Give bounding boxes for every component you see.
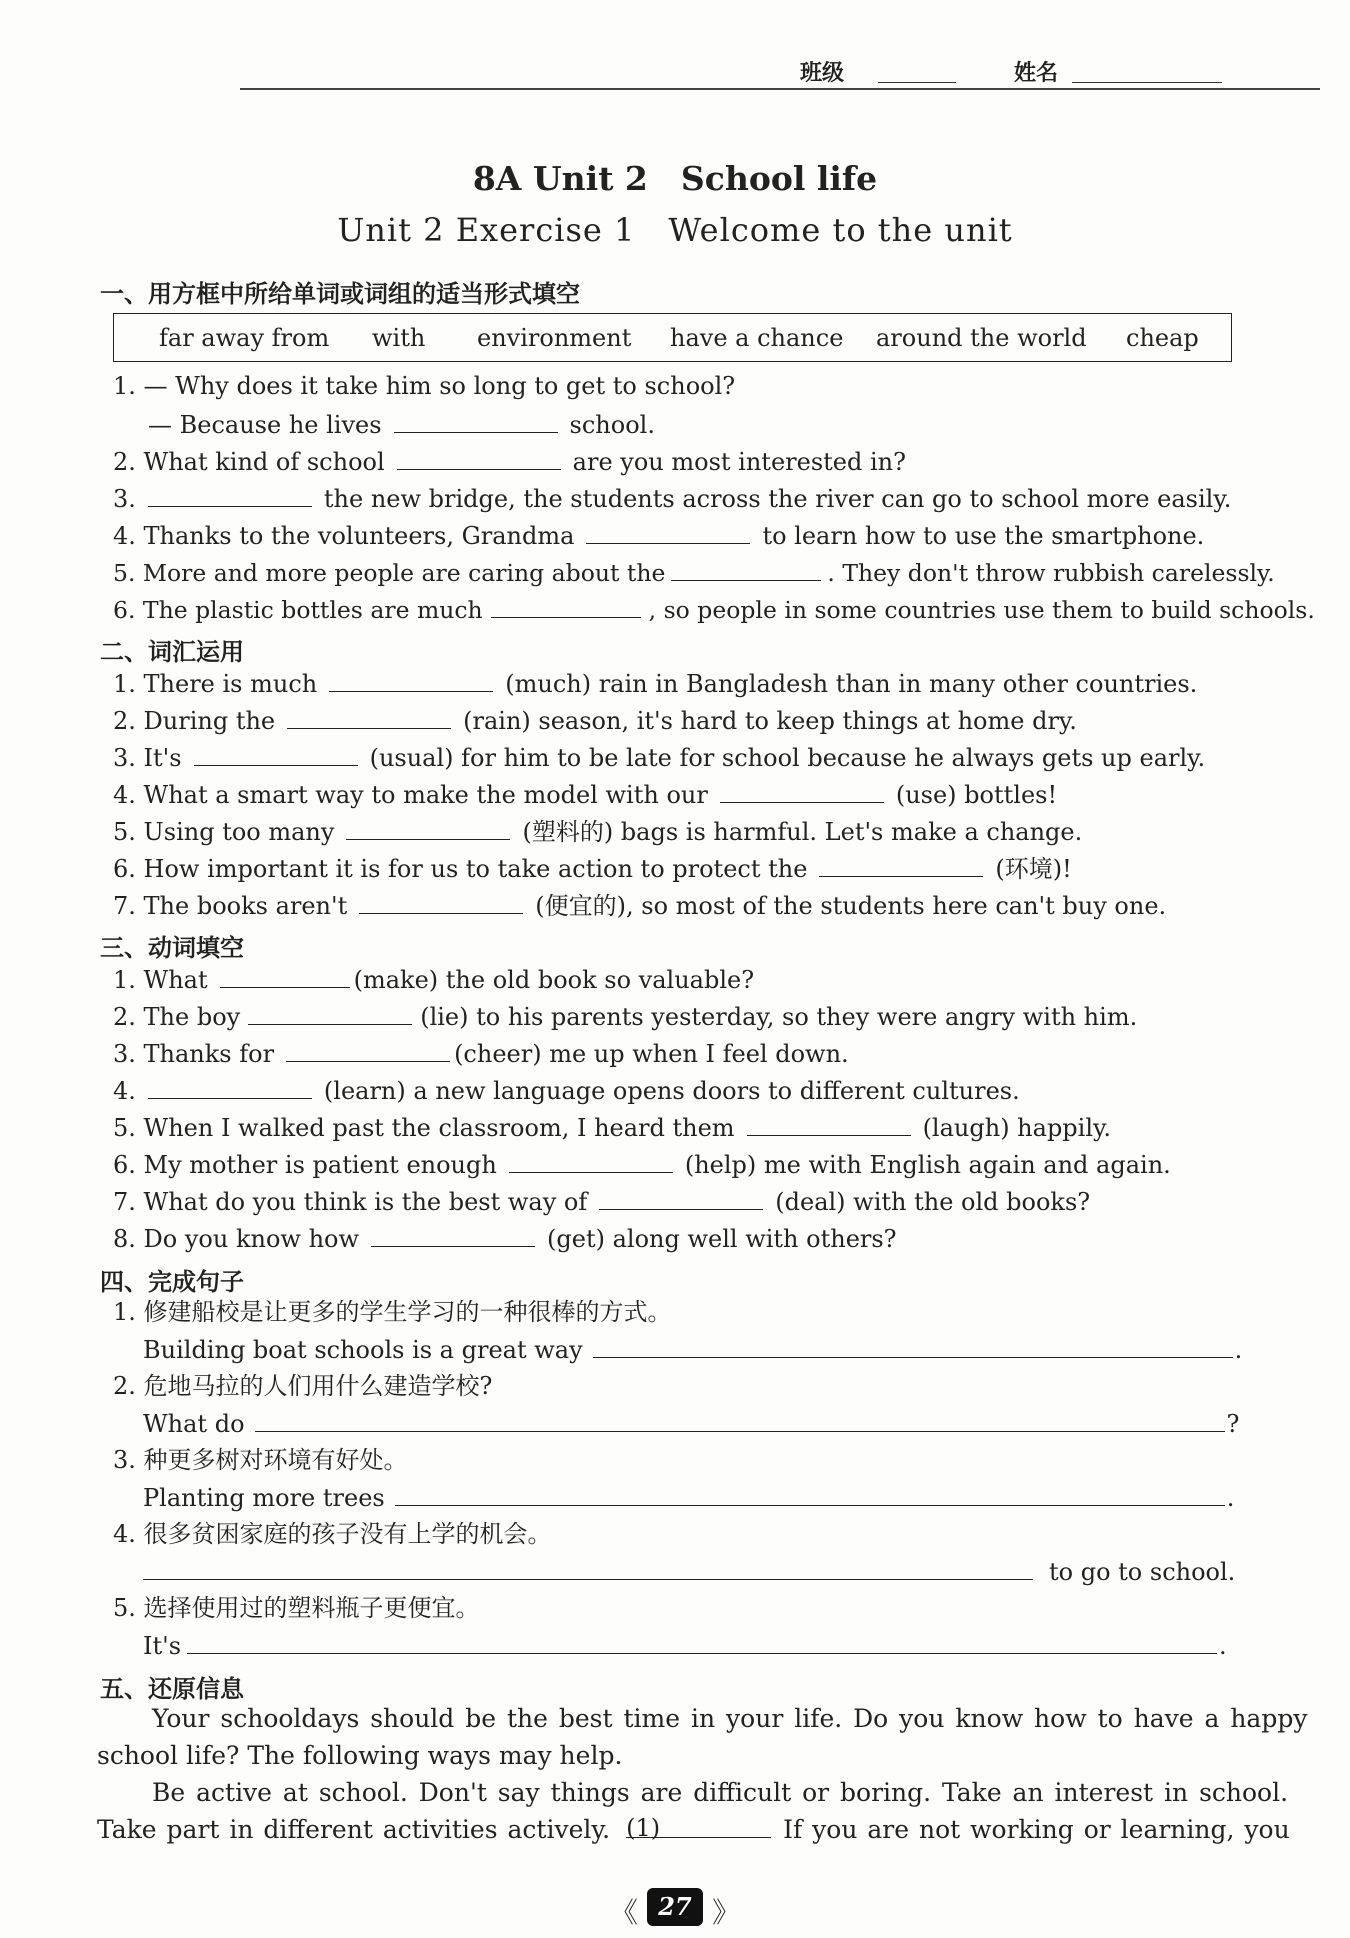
page-number: 27 — [647, 1888, 703, 1926]
question-s2-3: 3. It's (usual) for him to be late for school because he always gets up early. — [113, 744, 1206, 772]
passage-line: school life? The following ways may help. — [97, 1741, 623, 1770]
question-s4-5-chinese: 5. 选择使用过的塑料瓶子更便宜。 — [113, 1594, 480, 1622]
class-label: 班级 — [800, 61, 845, 86]
word-bank-item: around the world — [876, 324, 1087, 352]
answer-blank[interactable] — [509, 1152, 673, 1173]
answer-line[interactable] — [395, 1485, 1225, 1506]
section-2-heading: 二、词汇运用 — [100, 638, 244, 666]
answer-blank[interactable] — [394, 412, 558, 433]
answer-blank[interactable] — [397, 449, 561, 470]
answer-blank[interactable] — [248, 1004, 412, 1025]
gap-1-blank[interactable] — [626, 1814, 771, 1842]
question-s4-1-english: Building boat schools is a great way . — [143, 1336, 1243, 1364]
header-rule — [240, 88, 1320, 90]
question-s1-1: 1. — Why does it take him so long to get to school? — [113, 372, 736, 400]
section-3-heading: 三、动词填空 — [100, 934, 244, 962]
answer-blank[interactable] — [194, 745, 358, 766]
word-bank-item: with — [372, 324, 426, 352]
question-s4-4-english: to go to school. — [143, 1559, 1235, 1584]
question-s2-2: 2. During the (rain) season, it's hard to keep things at home dry. — [113, 707, 1077, 735]
answer-blank[interactable] — [599, 1189, 763, 1210]
question-s3-1: 1. What (make) the old book so valuable? — [113, 966, 755, 994]
question-s2-6: 6. How important it is for us to take action to protect the (环境)! — [113, 855, 1072, 883]
exercise-subtitle: Unit 2 Exercise 1 Welcome to the unit — [337, 211, 1013, 249]
question-s1-6: 6. The plastic bottles are much , so people in some countries use them to build schools. — [113, 596, 1315, 624]
section-4-heading: 四、完成句子 — [100, 1268, 244, 1296]
gap-1-number: (1) — [626, 1814, 661, 1842]
word-bank-item: environment — [477, 324, 632, 352]
answer-blank[interactable] — [148, 1078, 312, 1099]
question-s3-5: 5. When I walked past the classroom, I heard them (laugh) happily. — [113, 1114, 1112, 1142]
answer-blank[interactable] — [287, 708, 451, 729]
question-s3-8: 8. Do you know how (get) along well with others? — [113, 1225, 897, 1253]
question-s2-5: 5. Using too many (塑料的) bags is harmful. Let's make a change. — [113, 818, 1083, 846]
page-footer — [0, 1888, 1350, 1931]
answer-blank[interactable] — [586, 523, 750, 544]
answer-blank[interactable] — [819, 856, 983, 877]
name-label: 姓名 — [1014, 61, 1059, 86]
question-s4-3-chinese: 3. 种更多树对环境有好处。 — [113, 1446, 408, 1474]
question-s1-1b: — Because he lives school. — [148, 411, 655, 439]
answer-blank[interactable] — [329, 671, 493, 692]
question-s2-4: 4. What a smart way to make the model with our (use) bottles! — [113, 781, 1058, 809]
question-s4-3-english: Planting more trees . — [143, 1484, 1235, 1512]
section-5-heading: 五、还原信息 — [100, 1675, 244, 1703]
question-s2-1: 1. There is much (much) rain in Bangladesh than in many other countries. — [113, 670, 1198, 698]
question-s3-6: 6. My mother is patient enough (help) me with English again and again. — [113, 1151, 1171, 1179]
answer-line[interactable] — [255, 1411, 1225, 1432]
answer-line[interactable] — [593, 1337, 1233, 1358]
unit-title: 8A Unit 2 School life — [472, 159, 878, 198]
answer-line[interactable] — [143, 1559, 1033, 1580]
word-bank-item: cheap — [1126, 324, 1199, 352]
question-s3-4: 4. (learn) a new language opens doors to different cultures. — [113, 1077, 1020, 1105]
answer-blank[interactable] — [359, 893, 523, 914]
question-s1-4: 4. Thanks to the volunteers, Grandma to learn how to use the smartphone. — [113, 522, 1205, 550]
question-s1-5: 5. More and more people are caring about the . They don't throw rubbish carelessly. — [113, 559, 1275, 587]
question-s4-5-english: It's . — [143, 1632, 1227, 1660]
word-bank-item: far away from — [159, 324, 330, 352]
word-bank-box — [113, 313, 1232, 362]
section-1-heading: 一、用方框中所给单词或词组的适当形式填空 — [100, 280, 580, 308]
question-s1-3: 3. the new bridge, the students across the river can go to school more easily. — [113, 485, 1232, 513]
question-s3-3: 3. Thanks for (cheer) me up when I feel down. — [113, 1040, 849, 1068]
left-chevron-icon: 《 — [609, 1895, 638, 1929]
question-s4-4-chinese: 4. 很多贫困家庭的孩子没有上学的机会。 — [113, 1520, 552, 1548]
question-s4-2-chinese: 2. 危地马拉的人们用什么建造学校? — [113, 1372, 493, 1400]
answer-blank[interactable] — [371, 1226, 535, 1247]
passage-line: Take part in different activities actively. (1) If you are not working or learning, you — [97, 1814, 1290, 1844]
question-s1-2: 2. What kind of school are you most interested in? — [113, 448, 906, 476]
answer-line[interactable] — [187, 1633, 1217, 1654]
answer-blank[interactable] — [346, 819, 510, 840]
answer-blank[interactable] — [720, 782, 884, 803]
passage-line: Your schooldays should be the best time in your life. Do you know how to have a happy — [152, 1704, 1308, 1733]
answer-blank[interactable] — [671, 560, 821, 581]
name-field[interactable] — [1072, 82, 1222, 83]
question-s3-7: 7. What do you think is the best way of (deal) with the old books? — [113, 1188, 1091, 1216]
answer-blank[interactable] — [286, 1041, 450, 1062]
answer-blank[interactable] — [491, 597, 641, 618]
student-info-header — [800, 50, 1330, 90]
passage-line: Be active at school. Don't say things are difficult or boring. Take an interest in school. — [152, 1778, 1289, 1807]
question-s2-7: 7. The books aren't (便宜的), so most of the students here can't buy one. — [113, 892, 1167, 920]
class-field[interactable] — [878, 82, 956, 83]
answer-blank[interactable] — [747, 1115, 911, 1136]
right-chevron-icon: 》 — [712, 1895, 741, 1929]
question-s3-2: 2. The boy (lie) to his parents yesterday, so they were angry with him. — [113, 1003, 1138, 1031]
answer-blank[interactable] — [220, 967, 350, 988]
word-bank-item: have a chance — [670, 324, 844, 352]
question-s4-2-english: What do ? — [143, 1410, 1240, 1438]
question-s4-1-chinese: 1. 修建船校是让更多的学生学习的一种很棒的方式。 — [113, 1298, 672, 1326]
answer-blank[interactable] — [148, 486, 312, 507]
